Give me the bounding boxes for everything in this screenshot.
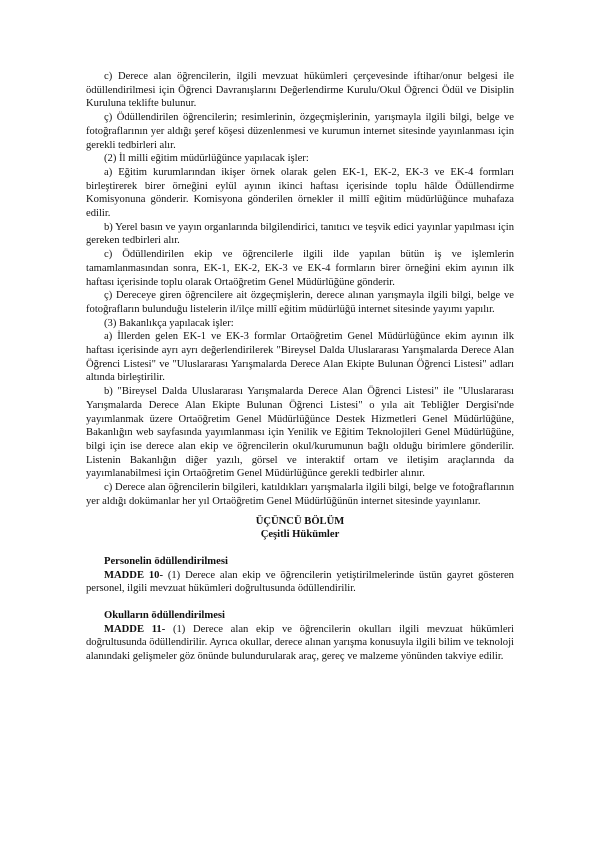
paragraph-il-a: a) Eğitim kurumlarından ikişer örnek olarak gelen EK-1, EK-2, EK-3 ve EK-4 formları birleştirerek birer örneğini eylül ayının ikinci haftası içerisinde toplu hâlde Ödüllendirme Komisyonuna gönderir. Komisyona gönderilen örnekler il millî eğitim müdürlüğünce muhafaza edilir. [86,166,514,220]
article-10-heading: Personelin ödüllendirilmesi [104,555,228,567]
section-title: ÜÇÜNCÜ BÖLÜM [255,515,345,527]
paragraph-il-cc: ç) Dereceye giren öğrencilere ait özgeçmişlerin, derece alınan yarışmayla ilgili bilgi, belge ve fotoğrafların bulunduğu listelerin il/ilçe millî eğitim müdürlüğü internet sitesinde yayımı yapılır. [86,290,514,315]
article-10-body [86,569,514,596]
paragraph-bakanlik-c: c) Derece alan öğrencilerin bilgileri, katıldıkları yarışmalarla ilgili bilgi, belge ve fotoğraflarının yer aldığı dokümanlar her yıl Ortaöğretim Genel Müdürlüğünün internet sitesinde yayınlanır. [86,482,514,507]
article-11-text: (1) Derece alan ekip ve öğrencilerin okulları ilgili mevzuat hükümleri doğrultusunda ödüllendirilir. Ayrıca okullar, derece alınan yarışma konusuyla ilgili bilim ve teknoloji alanındaki gelişmeler göz önünde bulundurularak araç, gereç ve malzeme yönünden takviye edilir. [86,623,514,663]
section-subtitle: Çeşitli Hükümler [260,529,340,541]
paragraph-cc-seref-kosesi: ç) Ödüllendirilen öğrencilerin; resimlerinin, özgeçmişlerinin, yarışmayla ilgili bilgi, belge ve fotoğraflarının yer aldığı şeref köşesi düzenlenmesi ve kurumun internet sitesinde yayınlanması için gerekli tedbirleri alır. [86,112,514,151]
paragraph-il-b: b) Yerel basın ve yayın organlarında bilgilendirici, tanıtıcı ve teşvik edici yayınlar yapılması için gereken tedbirleri alır. [86,221,514,247]
paragraph-bakanlik-b: b) "Bireysel Dalda Uluslararası Yarışmalarda Derece Alan Öğrenci Listesi" ile "Uluslararası Yarışmalarda Derece Alan Ekipte Bulunan Öğrenci Listesi" o yıla ait Tebliğler Dergisi'nde yayımlanmak üzere Ortaöğretim Genel Müdürlüğünce Destek Hizmetleri Genel Müdürlüğüne, Bakanlığın web sayfasında yayımlanması için Yenilik ve Eğitim Teknolojileri Genel Müdürlüğüne, bilgi için ise derece alan ekip ve öğrencilerin okul/kurumunun bağlı olduğu birimlere gönderilir. Listenin Bakanlığın diğer yazılı, görsel ve interaktif ortam ve iletişim araçlarında da yayımlanabilmesi için Ortaöğretim Genel Müdürlüğünce gerekli tedbirler alınır. [86,386,514,480]
paragraph-bakanlik-heading: (3) Bakanlıkça yapılacak işler: [104,317,234,329]
article-11-heading: Okulların ödüllendirilmesi [104,610,225,622]
paragraph-bakanlik-a: a) İllerden gelen EK-1 ve EK-3 formlar Ortaöğretim Genel Müdürlüğünce ekim ayının ilk haftası içerisinde ayrı ayrı değerlendirilerek "Bireysel Dalda Uluslararası Yarışmalarda Derece Alan Öğrenci Listesi" ve "Uluslararası Yarışmalarda Derece Alan Ekipte Bulunan Öğrenci Listesi" adları altında birleştirilir. [86,331,514,384]
article-10-number: MADDE 10- [104,569,163,581]
article-11-number: MADDE 11- [104,623,166,635]
article-10-text: (1) Derece alan ekip ve öğrencilerin yetiştirilmelerinde üstün gayret gösteren personel, ilgili mevzuat hükümleri doğrultusunda ödüllendirilir. [86,569,514,595]
paragraph-c-kurul: c) Derece alan öğrencilerin, ilgili mevzuat hükümleri çerçevesinde iftihar/onur belgesi ile ödüllendirilmesi için Öğrenci Davranışlarını Değerlendirme Kurulu/Okul Öğrenci Ödül ve Disiplin Kuruluna teklifte bulunur. [86,71,514,110]
paragraph-il-mudurlugu-heading: (2) İl milli eğitim müdürlüğünce yapılacak işler: [104,153,309,165]
document-page [86,70,514,664]
article-11-body [86,623,514,664]
paragraph-il-c: c) Ödüllendirilen ekip ve öğrencilerle ilgili ilde yapılan bütün iş ve işlemlerin tamamlanmasından sonra, EK-1, EK-2, EK-3 ve EK-4 formların birer örneğini ekim ayının ilk haftası içerisinde toplu olarak Ortaöğretim Genel Müdürlüğüne gönderir. [86,249,514,288]
